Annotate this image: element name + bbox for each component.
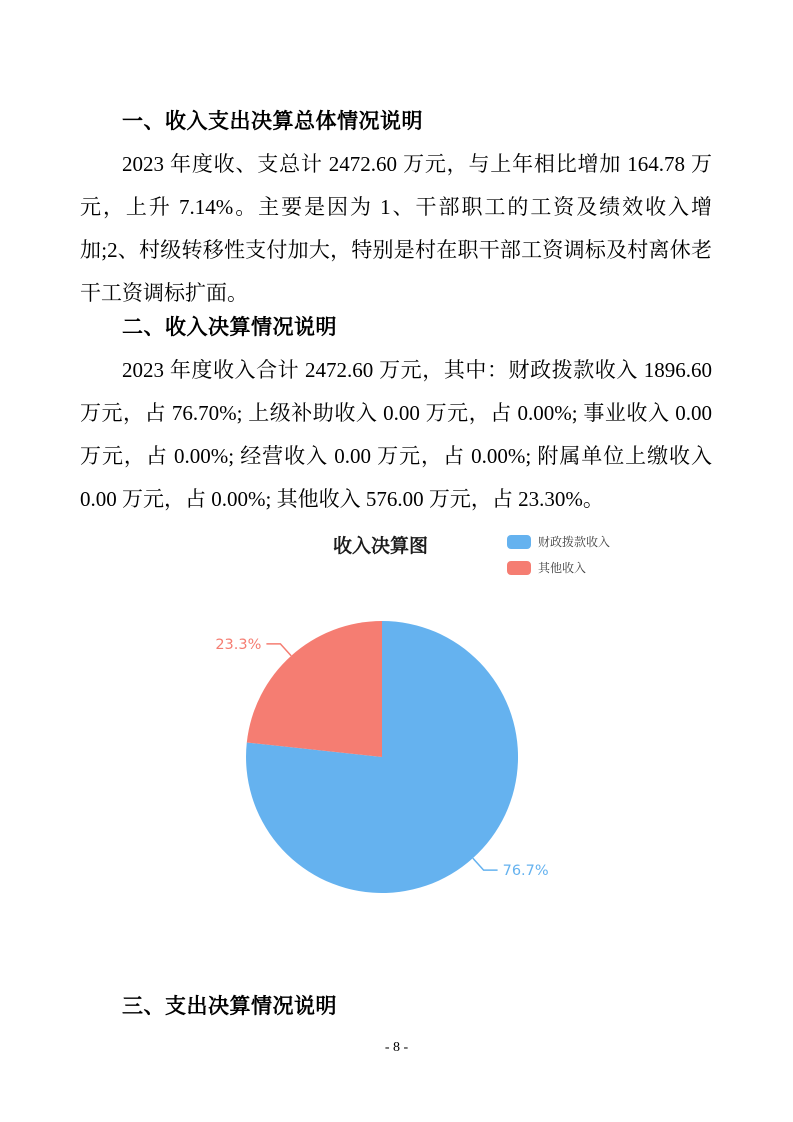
legend-swatch-blue xyxy=(507,535,531,549)
legend-label-fiscal-allocation-income: 财政拨款收入 xyxy=(538,535,611,549)
section-2-paragraph: 2023 年度收入合计 2472.60 万元，其中：财政拨款收入 1896.60 万元，占 76.70%; 上级补助收入 0.00 万元，占 0.00%; 事业收入 0.00 万元，占 0.00%; 经营收入 0.00 万元，占 0.00%; 附属单位上缴收入 0.00 万元，占 0.00%; 其他收入 576.00 万元，占 23.30%。 xyxy=(80,358,712,511)
section-1-paragraph: 2023 年度收、支总计 2472.60 万元，与上年相比增加 164.78 万元，上升 7.14%。主要是因为 1、干部职工的工资及绩效收入增加;2、村级转移性支付加大，特别是村在职干部工资调标及村离休老干工资调标扩面。 xyxy=(80,152,712,305)
pie-label-0: 76.7% xyxy=(502,863,549,880)
chart-legend xyxy=(507,533,610,576)
pie-slice-1 xyxy=(247,621,382,757)
section-3-heading: 三、支出决算情况说明 xyxy=(122,994,337,1018)
page-number: - 8 - xyxy=(384,1040,409,1055)
legend-item-other-income xyxy=(507,559,610,576)
pie-label-line-1 xyxy=(266,644,291,656)
legend-label-other-income: 其他收入 xyxy=(538,561,587,575)
income-pie-chart xyxy=(0,600,793,920)
legend-item-fiscal-allocation-income xyxy=(507,533,610,550)
pie-label-1: 23.3% xyxy=(215,636,262,653)
section-2-heading: 二、收入决算情况说明 xyxy=(122,315,337,339)
pie-label-line-0 xyxy=(473,858,498,870)
chart-title: 收入决算图 xyxy=(333,535,429,557)
legend-swatch-red xyxy=(507,561,531,575)
section-1-heading: 一、收入支出决算总体情况说明 xyxy=(122,109,423,133)
